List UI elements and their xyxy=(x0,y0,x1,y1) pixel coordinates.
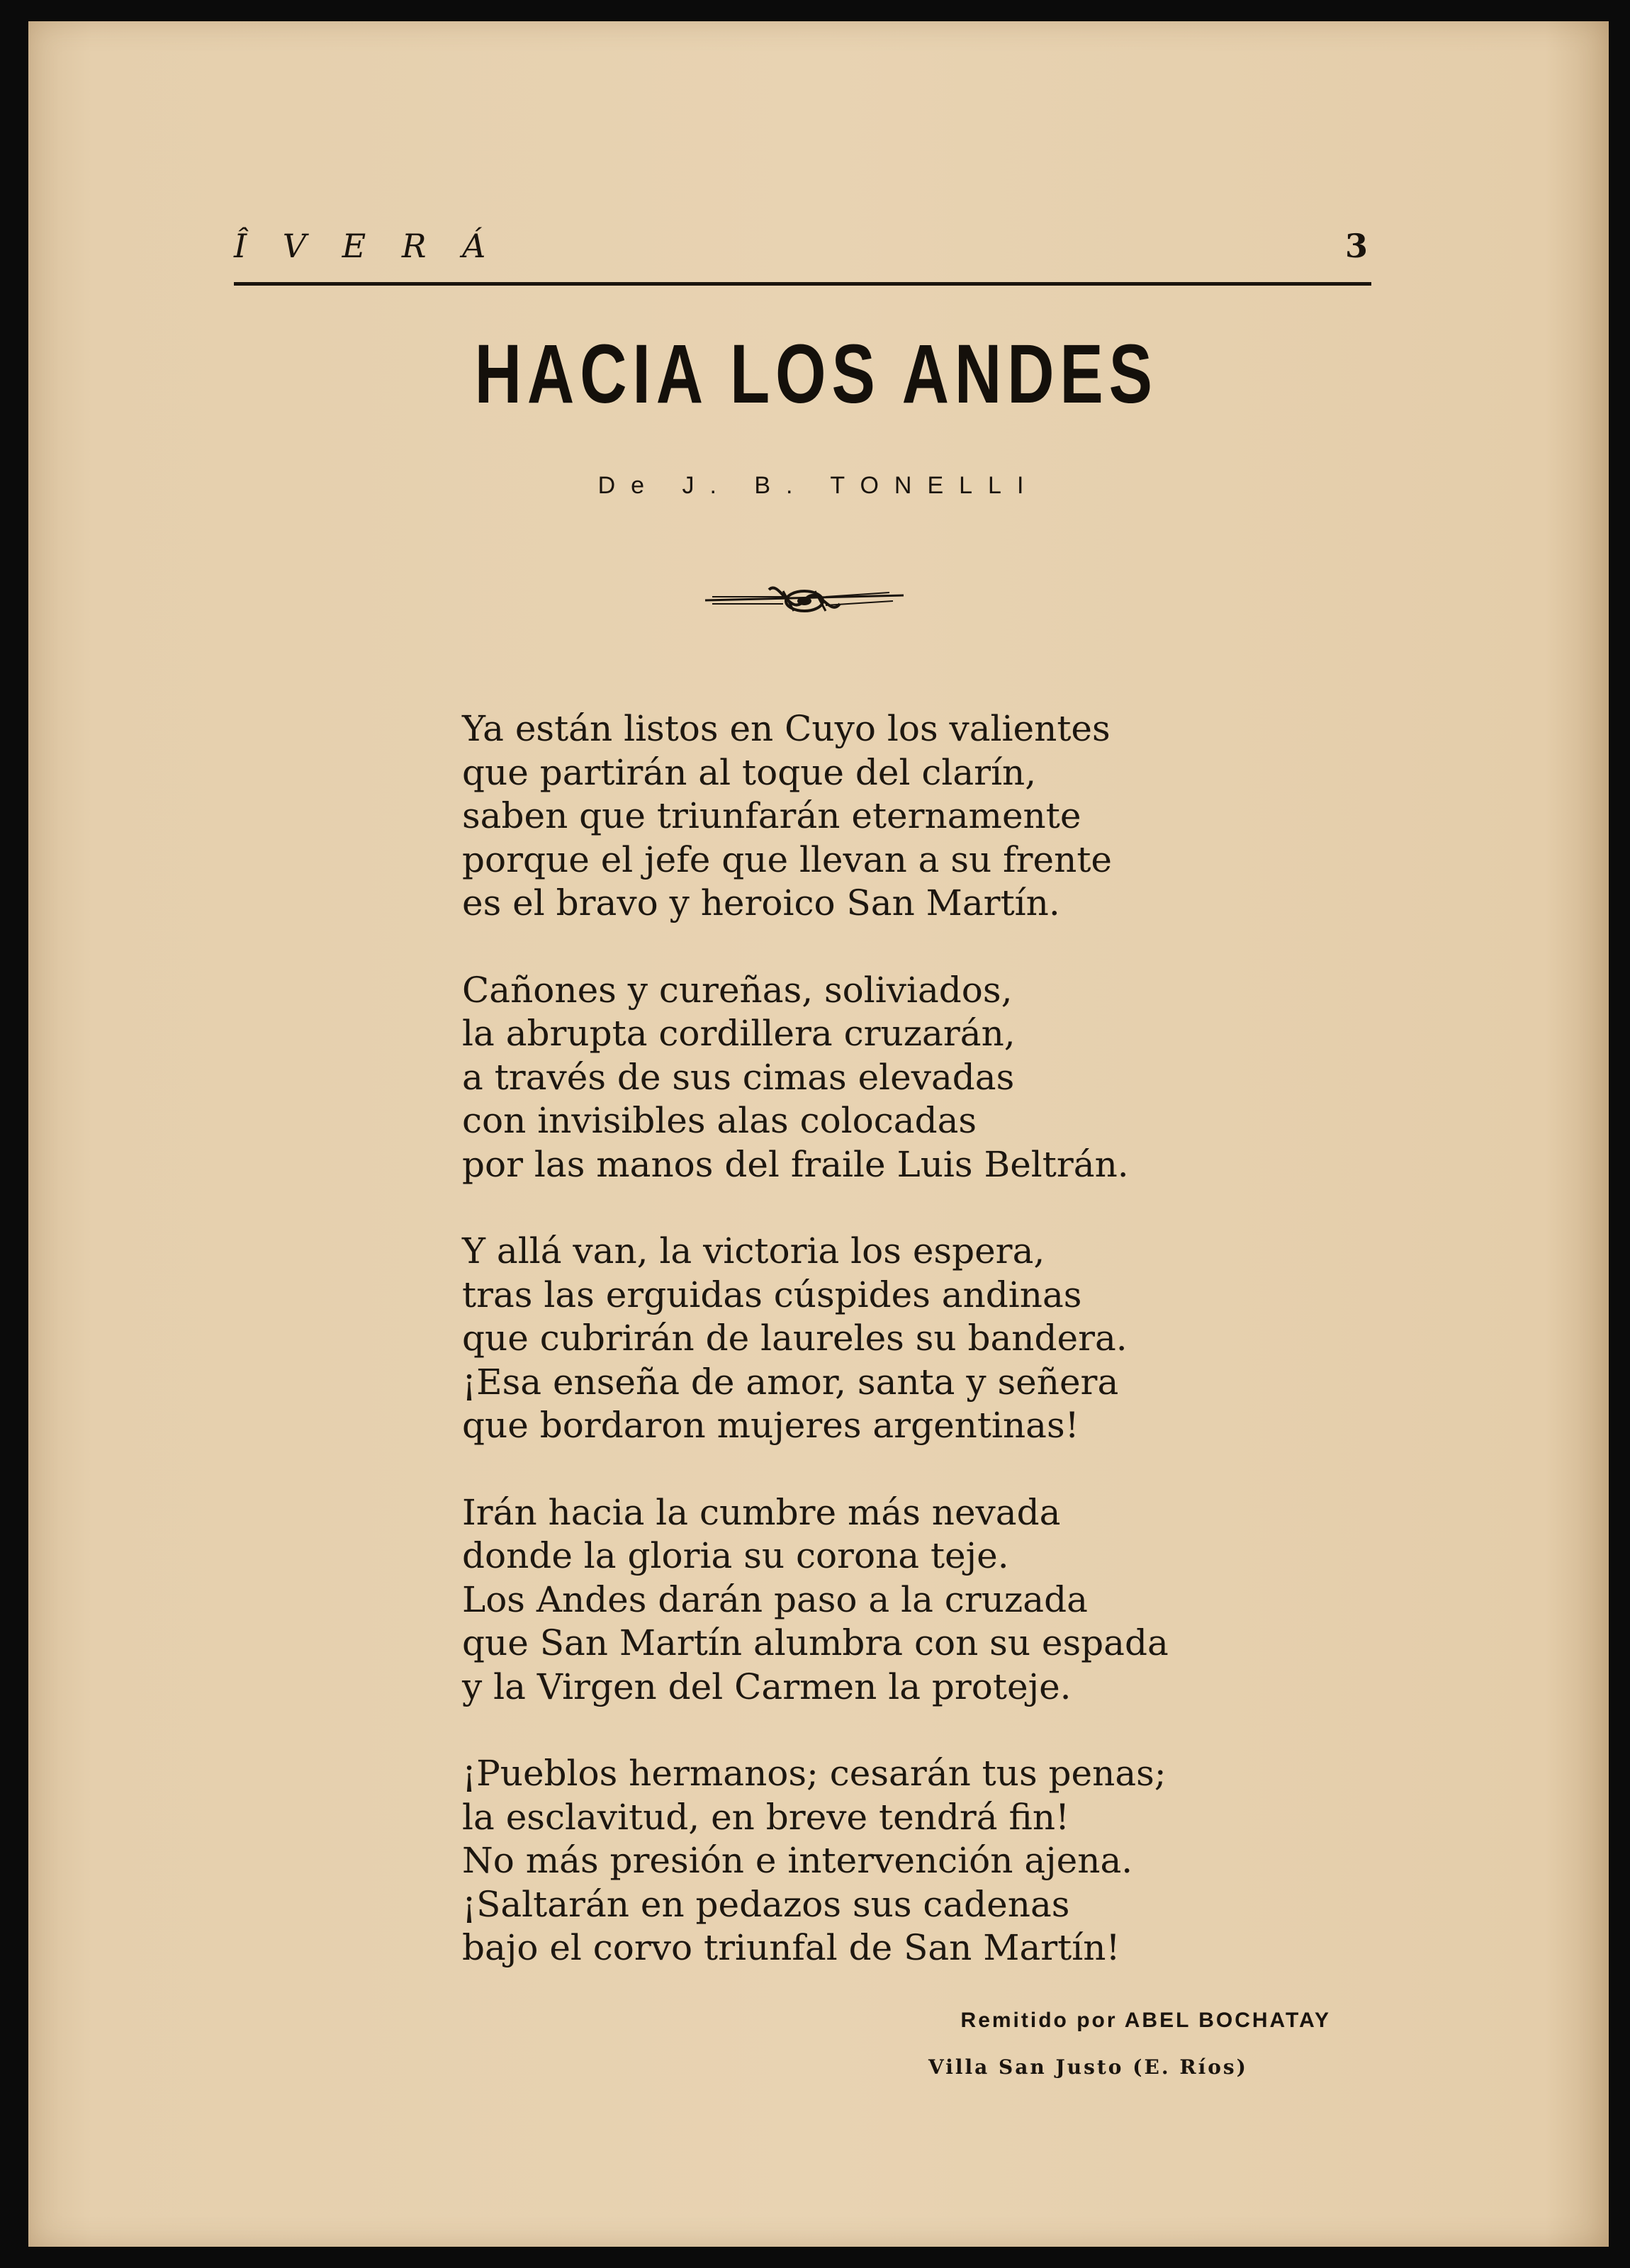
header-rule xyxy=(234,282,1371,286)
poem-line: que bordaron mujeres argentinas! xyxy=(462,1405,1079,1446)
poem-line: tras las erguidas cúspides andinas xyxy=(462,1274,1082,1315)
poem-stanza xyxy=(462,1752,1313,1970)
page-number: 3 xyxy=(1344,227,1368,265)
poem-line: por las manos del fraile Luis Beltrán. xyxy=(462,1143,1129,1185)
poem-line: la esclavitud, en breve tendrá fin! xyxy=(462,1796,1070,1838)
running-title: Î V E R Á xyxy=(234,227,499,265)
poem-stanza xyxy=(462,1491,1313,1710)
poem-stanza xyxy=(462,969,1313,1187)
magazine-page xyxy=(28,21,1609,2247)
poem-line: con invisibles alas colocadas xyxy=(462,1100,977,1141)
submitted-by: Remitido por ABEL BOCHATAY xyxy=(960,2009,1331,2032)
poem-line: la abrupta cordillera cruzarán, xyxy=(462,1013,1016,1054)
poem-line: porque el jefe que llevan a su frente xyxy=(462,838,1113,880)
poem-line: ¡Esa enseña de amor, santa y señera xyxy=(462,1361,1119,1403)
poem-line: Los Andes darán paso a la cruzada xyxy=(462,1578,1088,1620)
poem-line: ¡Saltarán en pedazos sus cadenas xyxy=(462,1883,1070,1925)
poem-line: Irán hacia la cumbre más nevada xyxy=(462,1491,1061,1533)
poem-line: bajo el corvo triunfal de San Martín! xyxy=(462,1927,1120,1968)
author-line: De J. B. TONELLI xyxy=(597,472,1040,499)
poem-line: que cubrirán de laureles su bandera. xyxy=(462,1318,1128,1359)
poem-line: que partirán al toque del clarín, xyxy=(462,751,1037,793)
decorative-flourish-icon xyxy=(698,576,911,625)
poem-line: Cañones y cureñas, soliviados, xyxy=(462,969,1013,1011)
poem-line: que San Martín alumbra con su espada xyxy=(462,1622,1169,1663)
submitter-location: Villa San Justo (E. Ríos) xyxy=(928,2055,1248,2079)
poem-line: ¡Pueblos hermanos; cesarán tus penas; xyxy=(462,1753,1167,1794)
poem-line: y la Virgen del Carmen la proteje. xyxy=(462,1666,1072,1707)
poem-line: es el bravo y heroico San Martín. xyxy=(462,882,1060,924)
poem-line: Ya están listos en Cuyo los valientes xyxy=(462,708,1111,749)
poem-line: Y allá van, la victoria los espera, xyxy=(462,1230,1045,1271)
poem-title: HACIA LOS ANDES xyxy=(474,327,1158,421)
poem-line: a través de sus cimas elevadas xyxy=(462,1056,1015,1098)
poem-body xyxy=(462,707,1313,2014)
poem-line: No más presión e intervención ajena. xyxy=(462,1840,1133,1881)
poem-stanza xyxy=(462,707,1313,926)
poem-line: donde la gloria su corona teje. xyxy=(462,1535,1009,1576)
poem-line: saben que triunfarán eternamente xyxy=(462,795,1081,836)
poem-stanza xyxy=(462,1230,1313,1448)
